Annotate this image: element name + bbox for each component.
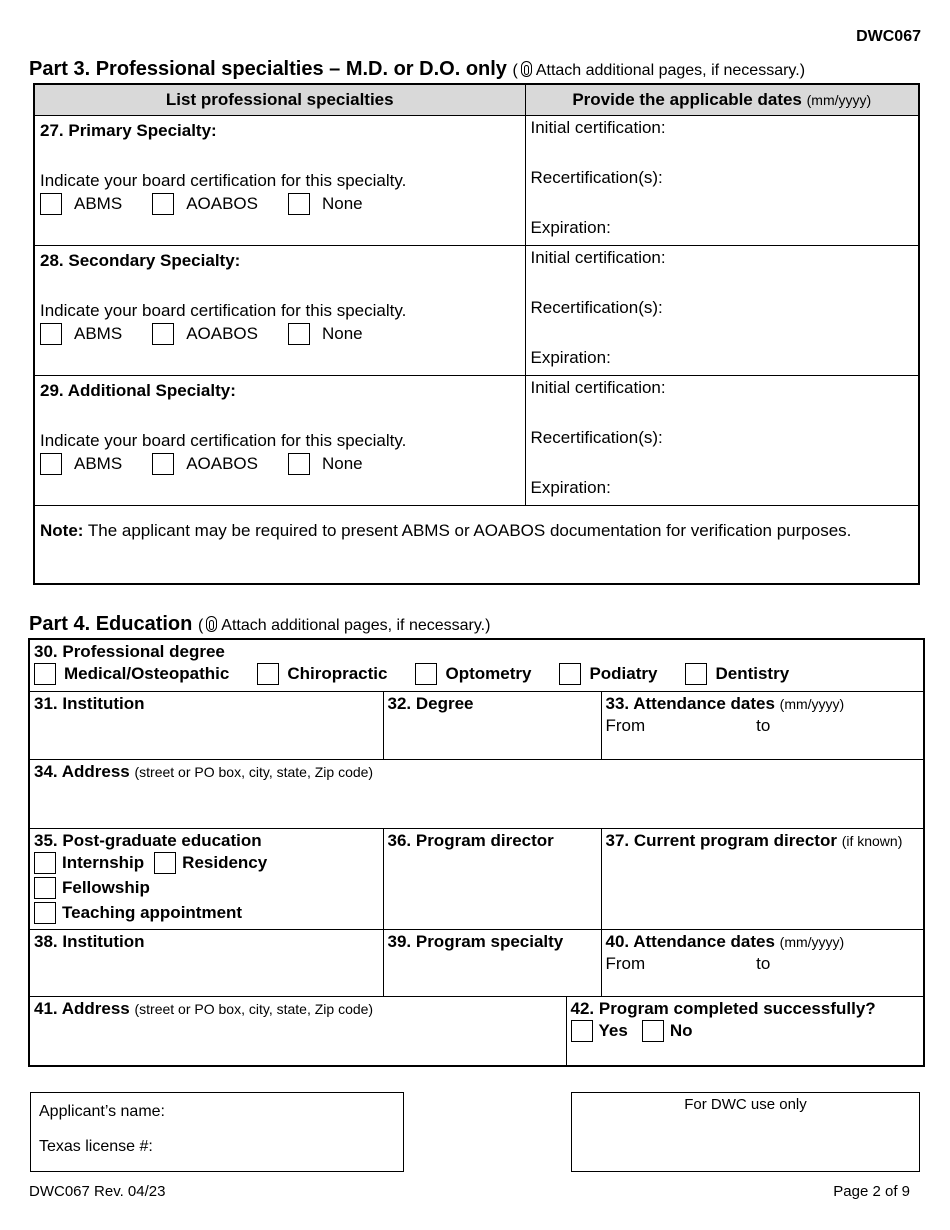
applicant-info-box[interactable] — [30, 1092, 404, 1172]
abms-checkbox[interactable] — [40, 453, 62, 475]
form-code: DWC067 — [856, 28, 921, 45]
optometry-label: Optometry — [445, 664, 532, 683]
specialty-row-primary — [34, 115, 919, 245]
chiropractic-checkbox[interactable] — [257, 663, 279, 685]
q30-label: 30. Professional degree — [34, 642, 225, 661]
aoabos-checkbox[interactable] — [152, 323, 174, 345]
part3-title — [29, 58, 805, 81]
degree-field[interactable] — [383, 691, 601, 759]
dates-col-header — [525, 84, 919, 115]
to-label: to — [756, 715, 771, 735]
q40-unit: (mm/yyyy) — [779, 933, 845, 950]
initial-cert-label: Initial certification: — [530, 377, 666, 397]
q42-label: 42. Program completed successfully? — [570, 998, 876, 1018]
part4-note: ( Attach additional pages, if necessary.) — [197, 617, 491, 634]
q36-label: 36. Program director — [387, 830, 554, 850]
abms-checkbox[interactable] — [40, 323, 62, 345]
specialty-cell[interactable] — [34, 375, 525, 505]
none-checkbox[interactable] — [288, 453, 310, 475]
note-text: The applicant may be required to present ABMS or AOABOS documentation for verification purposes. — [83, 520, 852, 540]
aoabos-label: AOABOS — [186, 193, 258, 213]
teaching-appointment-checkbox[interactable] — [34, 902, 56, 924]
podiatry-checkbox[interactable] — [559, 663, 581, 685]
chiropractic-label: Chiropractic — [287, 664, 388, 683]
attendance-dates-field[interactable] — [601, 691, 924, 759]
none-label: None — [322, 323, 363, 343]
texas-license-label: Texas license #: — [39, 1138, 153, 1155]
no-checkbox[interactable] — [642, 1020, 664, 1042]
teaching-appointment-label: Teaching appointment — [62, 903, 243, 922]
dates-cell[interactable] — [525, 375, 919, 505]
recert-label: Recertification(s): — [530, 427, 663, 447]
q32-label: 32. Degree — [387, 693, 474, 713]
internship-checkbox[interactable] — [34, 852, 56, 874]
specialty-row-additional — [34, 375, 919, 505]
q31-label: 31. Institution — [34, 693, 145, 713]
medical-osteopathic-label: Medical/Osteopathic — [64, 664, 230, 683]
specialty-label: 27. Primary Specialty: — [40, 120, 217, 140]
program-specialty-field[interactable] — [383, 929, 601, 996]
dates-header-unit: (mm/yyyy) — [806, 91, 872, 108]
dates-cell[interactable] — [525, 245, 919, 375]
education-table — [28, 638, 925, 1067]
medical-osteopathic-checkbox[interactable] — [34, 663, 56, 685]
abms-label: ABMS — [74, 193, 123, 213]
none-checkbox[interactable] — [288, 193, 310, 215]
program-completed-cell — [566, 996, 924, 1066]
podiatry-label: Podiatry — [589, 664, 658, 683]
abms-label: ABMS — [74, 323, 123, 343]
part4-title — [29, 613, 490, 636]
q40-label: 40. Attendance dates — [605, 931, 775, 951]
cert-question: Indicate your board certification for this specialty. — [40, 170, 407, 190]
specialty-cell[interactable] — [34, 115, 525, 245]
part3-note-text: Attach additional pages, if necessary.) — [535, 62, 806, 79]
initial-cert-label: Initial certification: — [530, 117, 666, 137]
q33-unit: (mm/yyyy) — [779, 695, 845, 712]
recert-label: Recertification(s): — [530, 297, 663, 317]
q38-label: 38. Institution — [34, 931, 145, 951]
abms-checkbox[interactable] — [40, 193, 62, 215]
from-label: From — [605, 953, 646, 973]
q33-label: 33. Attendance dates — [605, 693, 775, 713]
post-graduate-cell — [29, 828, 383, 929]
dates-cell[interactable] — [525, 115, 919, 245]
dentistry-label: Dentistry — [715, 664, 790, 683]
q37-hint: (if known) — [841, 832, 903, 849]
postgrad-attendance-dates-field[interactable] — [601, 929, 924, 996]
q37-label: 37. Current program director — [605, 830, 837, 850]
residency-checkbox[interactable] — [154, 852, 176, 874]
professional-degree-cell — [29, 639, 924, 691]
part4-title-text: Part 4. Education — [29, 613, 193, 635]
specialty-label: 29. Additional Specialty: — [40, 380, 236, 400]
cert-question: Indicate your board certification for this specialty. — [40, 430, 407, 450]
part4-note-text: Attach additional pages, if necessary.) — [221, 617, 491, 634]
q35-label: 35. Post-graduate education — [34, 830, 262, 850]
optometry-checkbox[interactable] — [415, 663, 437, 685]
to-label: to — [756, 953, 771, 973]
part3-note: ( Attach additional pages, if necessary.) — [512, 62, 806, 79]
fellowship-checkbox[interactable] — [34, 877, 56, 899]
expiration-label: Expiration: — [530, 217, 611, 237]
specialty-cell[interactable] — [34, 245, 525, 375]
q34-label: 34. Address — [34, 761, 130, 781]
abms-label: ABMS — [74, 453, 123, 473]
institution-field[interactable] — [29, 691, 383, 759]
verification-note — [34, 505, 919, 584]
address-hint: (street or PO box, city, state, Zip code) — [134, 763, 374, 780]
form-revision: DWC067 Rev. 04/23 — [29, 1183, 166, 1200]
postgrad-institution-field[interactable] — [29, 929, 383, 996]
yes-checkbox[interactable] — [571, 1020, 593, 1042]
dentistry-checkbox[interactable] — [685, 663, 707, 685]
specialty-row-secondary — [34, 245, 919, 375]
initial-cert-label: Initial certification: — [530, 247, 666, 267]
postgrad-address-field[interactable] — [29, 996, 566, 1066]
paperclip-icon — [206, 616, 217, 632]
none-checkbox[interactable] — [288, 323, 310, 345]
aoabos-label: AOABOS — [186, 323, 258, 343]
none-label: None — [322, 193, 363, 213]
from-label: From — [605, 715, 646, 735]
program-director-field[interactable] — [383, 828, 601, 929]
dwc-use-label: For DWC use only — [684, 1096, 807, 1113]
no-label: No — [669, 1021, 693, 1040]
applicant-name-label: Applicant’s name: — [39, 1103, 165, 1120]
specialties-col-header: List professional specialties — [34, 84, 525, 115]
specialties-table — [33, 83, 920, 585]
page-number: Page 2 of 9 — [833, 1183, 910, 1200]
current-program-director-field[interactable] — [601, 828, 924, 929]
paperclip-icon — [521, 61, 532, 77]
expiration-label: Expiration: — [530, 477, 611, 497]
address-field[interactable] — [29, 759, 924, 828]
none-label: None — [322, 453, 363, 473]
specialty-label: 28. Secondary Specialty: — [40, 250, 241, 270]
residency-label: Residency — [182, 853, 268, 872]
internship-label: Internship — [62, 853, 145, 872]
dates-header-text: Provide the applicable dates — [572, 89, 802, 109]
cert-question: Indicate your board certification for this specialty. — [40, 300, 407, 320]
expiration-label: Expiration: — [530, 347, 611, 367]
q39-label: 39. Program specialty — [387, 931, 564, 951]
part3-title-text: Part 3. Professional specialties – M.D. or D.O. only — [29, 58, 507, 80]
yes-label: Yes — [598, 1021, 628, 1040]
q41-label: 41. Address — [34, 998, 130, 1018]
address-hint: (street or PO box, city, state, Zip code) — [134, 1000, 374, 1017]
aoabos-checkbox[interactable] — [152, 193, 174, 215]
note-bold: Note: — [40, 520, 84, 540]
dwc-use-box — [571, 1092, 920, 1172]
fellowship-label: Fellowship — [62, 878, 150, 897]
aoabos-checkbox[interactable] — [152, 453, 174, 475]
recert-label: Recertification(s): — [530, 167, 663, 187]
aoabos-label: AOABOS — [186, 453, 258, 473]
